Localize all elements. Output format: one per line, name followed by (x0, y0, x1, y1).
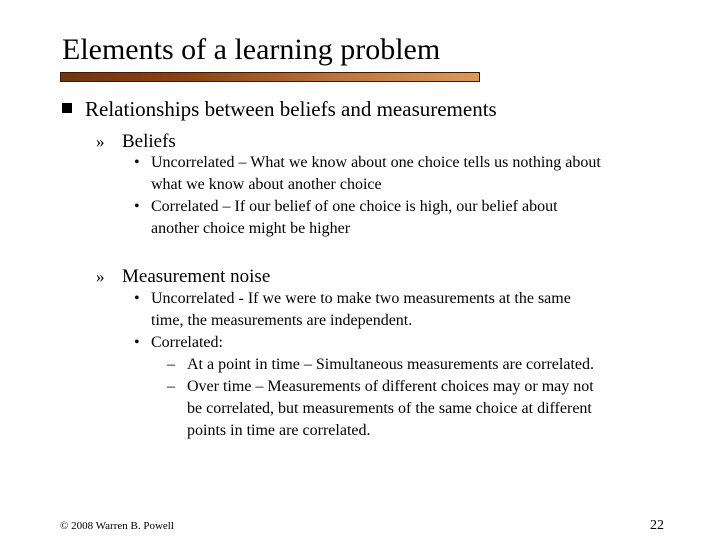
page-number: 22 (650, 518, 664, 533)
list-item-line: time, the measurements are independent. (151, 312, 413, 329)
list-item (134, 196, 691, 240)
list-item-line: what we know about another choice (151, 176, 382, 193)
title-underline-bar (60, 72, 480, 82)
sub-list-item-line: be correlated, but measurements of the same choice at different (187, 400, 592, 417)
list-item (134, 288, 691, 332)
list-item-line: Uncorrelated – What we know about one choice tells us nothing about (151, 154, 601, 171)
square-bullet-icon (62, 103, 72, 113)
bullet-dot-icon: • (134, 198, 140, 215)
list-item (134, 152, 691, 196)
list-item-line: Correlated: (151, 334, 223, 351)
level1-bullet (62, 96, 497, 122)
bullet-dot-icon: • (134, 290, 140, 307)
sub-list-item-line: points in time are correlated. (187, 422, 371, 439)
dash-bullet-icon: – (167, 378, 175, 395)
dash-bullet-icon: – (167, 356, 175, 373)
list-item (134, 332, 691, 354)
sub-list-item (167, 376, 687, 442)
chevron-marker-icon: » (96, 267, 105, 286)
sub-list-item-line: At a point in time – Simultaneous measurements are correlated. (187, 356, 594, 373)
section-heading-text: Beliefs (122, 131, 176, 152)
bullet-dot-icon: • (134, 154, 140, 171)
list-item-line: another choice might be higher (151, 220, 351, 237)
section-heading-measurement-noise (96, 265, 270, 289)
section-heading-beliefs (96, 130, 176, 154)
list-item-line: Uncorrelated - If we were to make two measurements at the same (151, 290, 571, 307)
sub-list-item-line: Over time – Measurements of different choices may or may not (187, 378, 594, 395)
level1-text: Relationships between beliefs and measurements (85, 97, 497, 121)
footer-copyright: © 2008 Warren B. Powell (60, 520, 174, 532)
slide-title: Elements of a learning problem (62, 33, 441, 66)
list-item-line: Correlated – If our belief of one choice is high, our belief about (151, 198, 558, 215)
section-heading-text: Measurement noise (122, 266, 271, 287)
chevron-marker-icon: » (96, 132, 105, 151)
bullet-dot-icon: • (134, 334, 140, 351)
sub-list-item (167, 354, 687, 376)
